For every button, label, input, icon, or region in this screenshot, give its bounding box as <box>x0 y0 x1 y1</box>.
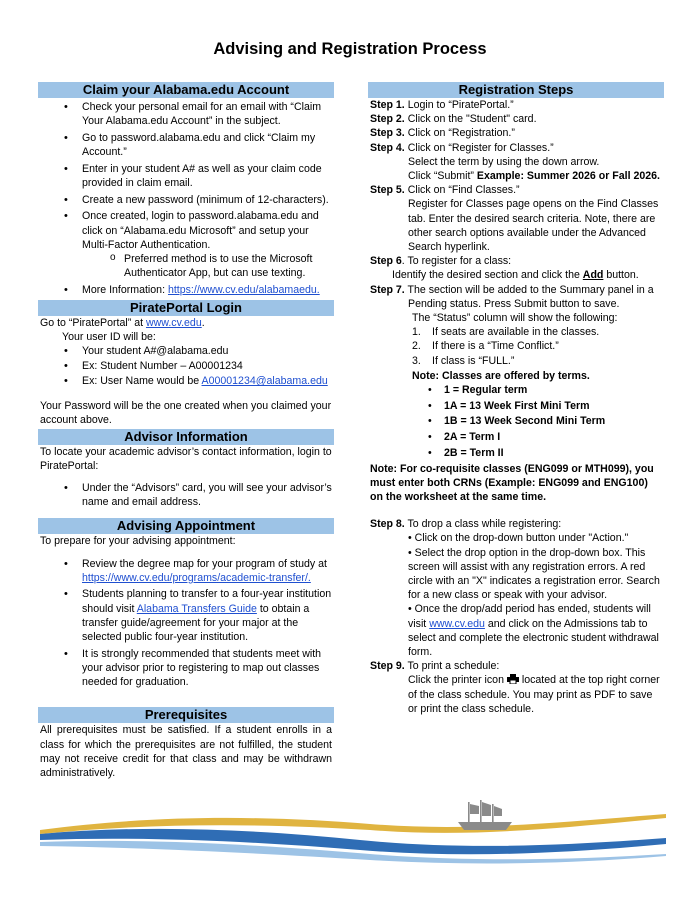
wave-decoration <box>40 794 666 864</box>
appointment-list <box>40 557 332 690</box>
status-list <box>370 325 662 368</box>
terms-list <box>370 383 662 460</box>
step-text: Click on the "Student" card. <box>404 113 537 126</box>
prereq-text: All prerequisites must be satisfied. If a student enrolls in a class for which the prerequisites are not fulfilled, the student may not receive credit for that class and may be withdrawn administratively. <box>40 724 332 780</box>
advisor-list <box>40 481 332 509</box>
status-intro: The “Status” column will show the following: <box>412 312 618 325</box>
step-3 <box>370 126 662 140</box>
transfer-text: Students planning to transfer to a four-year institution should visit <box>82 588 332 615</box>
step-9-detail <box>370 673 662 716</box>
step-text: To print a schedule: <box>404 660 500 673</box>
list-item <box>82 209 332 280</box>
step-7 <box>370 283 662 311</box>
step-9-text: Click the printer icon <box>408 674 507 687</box>
step-2 <box>370 112 662 126</box>
more-info-label: More Information: <box>82 283 168 296</box>
portal-intro-end: . <box>201 316 205 329</box>
step-8-bullet-3 <box>370 602 662 659</box>
list-item: • Go to password.alabama.edu and click “Claim my Account.” <box>82 131 332 159</box>
transfer-guide-link[interactable]: Alabama Transfers Guide <box>136 602 257 615</box>
password-note: Your Password will be the one created when you claimed your account above. <box>40 400 332 427</box>
list-item <box>432 325 662 339</box>
list-item: • Enter in your student A# as well as your claim code provided in claim email. <box>82 162 332 190</box>
step-4-detail: Select the term by using the down arrow. <box>408 155 600 168</box>
cv-link[interactable]: www.cv.edu <box>429 617 485 630</box>
step-label: Step 8. <box>370 518 405 531</box>
list-item-text: Once created, login to password.alabama.edu and click on “Alabama.edu Microsoft” and setup your Multi-Factor Authentication. <box>82 210 319 251</box>
claim-header: Claim your Alabama.edu Account <box>38 82 334 98</box>
step-6-text: Identify the desired section and click the <box>392 269 583 282</box>
cv-link[interactable]: www.cv.edu <box>145 316 202 329</box>
list-item: • 1B = 13 Week Second Mini Term <box>444 414 662 428</box>
add-button-label: Add <box>582 269 604 282</box>
step-text: Click on “Find Classes.” <box>404 184 520 197</box>
sub-list-item: o Preferred method is to use the Microsoft Authenticator App, but can use texting. <box>124 252 332 280</box>
step-8-bullet-2: • Select the drop option in the drop-down box. This screen will assist with any registration errors. A red circle with an "X" indicates a registration error. Search for a new class or speak with your advisor. <box>408 546 660 602</box>
step-label: Step 2. <box>370 113 405 126</box>
step-5 <box>370 183 662 197</box>
step-6-text-end: button. <box>603 269 639 282</box>
portal-intro-text: Go to “PiratePortal” at <box>40 316 146 329</box>
step-text: . To register for a class: <box>401 255 512 268</box>
step-label: Step 7. <box>370 283 405 296</box>
list-item <box>82 587 332 644</box>
prereq-header: Prerequisites <box>38 707 334 723</box>
steps-header: Registration Steps <box>368 82 664 98</box>
appointment-intro: To prepare for your advising appointment: <box>40 535 236 548</box>
step-1 <box>370 98 662 112</box>
step-label: Step 3. <box>370 127 405 140</box>
left-column <box>40 82 332 780</box>
step-label: Step 4. <box>370 141 405 154</box>
appointment-header: Advising Appointment <box>38 518 334 534</box>
status-item-text: If there is a “Time Conflict.” <box>432 340 559 353</box>
list-item <box>432 339 662 353</box>
list-item: • Under the “Advisors” card, you will see your advisor’s name and email address. <box>82 481 332 509</box>
userid-label: Your user ID will be: <box>62 330 156 343</box>
ship-logo-icon <box>458 800 512 830</box>
portal-header: PiratePortal Login <box>38 300 334 316</box>
page-title: Advising and Registration Process <box>213 40 487 58</box>
step-6 <box>370 254 662 268</box>
step-9-text-end: located at the top right corner of the class schedule. You may print as PDF to save or print the class schedule. <box>408 674 660 715</box>
submit-text: Click “Submit” <box>408 170 477 183</box>
list-item: • Check your personal email for an email with “Claim Your Alabama.edu Account” in the subject. <box>82 100 332 128</box>
list-item: • Create a new password (minimum of 12-characters). <box>82 193 332 207</box>
step-4 <box>370 141 662 155</box>
example-text: Ex: User Name would be <box>82 375 202 388</box>
step-9 <box>370 659 662 673</box>
list-item: • 1 = Regular term <box>444 383 662 397</box>
step-label: Step 5. <box>370 184 405 197</box>
list-item: • 1A = 13 Week First Mini Term <box>444 399 662 413</box>
advisor-header: Advisor Information <box>38 429 334 445</box>
list-item: • 2B = Term II <box>444 446 662 460</box>
coreq-note: Note: For co-requisite classes (ENG099 or MTH099), you must enter both CRNs (Example: ENG099 and ENG100) on the worksheet at the same time. <box>370 462 654 503</box>
step-text: The section will be added to the Summary panel in a Pending status. Press Submit button to save. <box>404 283 654 310</box>
step-8-bullet-1: • Click on the drop-down button under "Action." <box>408 532 629 545</box>
status-item-text: If class is “FULL.” <box>432 354 515 367</box>
list-item <box>82 557 332 585</box>
list-item <box>82 374 332 388</box>
status-item-text: If seats are available in the classes. <box>432 326 600 339</box>
transfer-text-end: to obtain a transfer guide/agreement for your major at the selected public four-year institution. <box>82 602 310 644</box>
step-text: Login to “PiratePortal.” <box>404 99 514 111</box>
list-item <box>82 283 332 297</box>
claim-list <box>40 100 332 297</box>
step-8-text: • Once the drop/add period has ended, students will visit <box>408 603 651 630</box>
step-label: Step 9. <box>370 660 405 673</box>
step-8 <box>370 517 662 531</box>
list-item: • Ex: Student Number – A00001234 <box>82 359 332 373</box>
degree-map-text: Review the degree map for your program of study at <box>82 557 327 570</box>
portal-list <box>40 344 332 389</box>
footer-wave <box>40 794 666 864</box>
step-label: Step 1. <box>370 99 405 111</box>
step-6-detail <box>370 268 662 282</box>
step-label: Step 6 <box>370 255 402 268</box>
step-8-text-end: and click on the Admissions tab to select and complete the electronic student withdrawal form. <box>408 617 659 659</box>
claim-sublist <box>82 252 332 280</box>
step-text: Click on “Registration.” <box>404 127 515 140</box>
list-item: • It is strongly recommended that students meet with your advisor prior to registering to map out classes needed for graduation. <box>82 647 332 690</box>
step-4-example <box>370 169 662 183</box>
alabamaedu-link[interactable]: https://www.cv.edu/alabamaedu. <box>167 283 320 296</box>
advisor-intro: To locate your academic advisor’s contact information, login to PiratePortal: <box>40 445 332 472</box>
degree-map-link[interactable]: https://www.cv.edu/programs/academic-transfer/. <box>82 571 311 584</box>
step-text: To drop a class while registering: <box>404 518 562 531</box>
step-text: Click on “Register for Classes.” <box>404 141 554 154</box>
terms-note: Note: Classes are offered by terms. <box>412 369 590 382</box>
printer-icon <box>507 674 519 684</box>
right-column <box>370 82 662 716</box>
list-item <box>432 354 662 368</box>
portal-intro <box>40 316 332 330</box>
email-example-link[interactable]: A00001234@alabama.edu <box>201 375 328 388</box>
step-5-detail: Register for Classes page opens on the Find Classes tab. Enter the desired search criteria. Note, there are other search options available under the Advanced Search hyperlink. <box>408 198 659 254</box>
list-item: • 2A = Term I <box>444 430 662 444</box>
term-example: Example: Summer 2026 or Fall 2026. <box>476 170 661 183</box>
list-item: • Your student A#@alabama.edu <box>82 344 332 358</box>
